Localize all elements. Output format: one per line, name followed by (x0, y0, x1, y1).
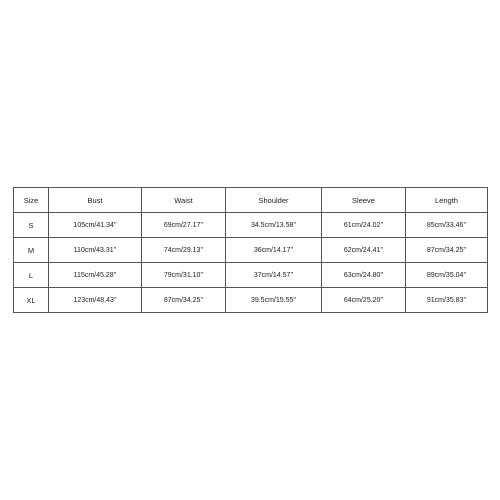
waist-cell: 79cm/31.10'' (142, 263, 226, 288)
shoulder-cell: 34.5cm/13.58'' (226, 213, 322, 238)
bust-cell: 123cm/48.43'' (49, 288, 142, 313)
size-cell: L (14, 263, 49, 288)
size-cell: S (14, 213, 49, 238)
header-length: Length (406, 188, 488, 213)
length-cell: 91cm/35.83'' (406, 288, 488, 313)
waist-cell: 74cm/29.13'' (142, 238, 226, 263)
table-row (14, 263, 488, 288)
table-row (14, 288, 488, 313)
header-waist: Waist (142, 188, 226, 213)
bust-cell: 110cm/43.31'' (49, 238, 142, 263)
shoulder-cell: 36cm/14.17'' (226, 238, 322, 263)
length-cell: 87cm/34.25'' (406, 238, 488, 263)
waist-cell: 87cm/34.25'' (142, 288, 226, 313)
table-header-row (14, 188, 488, 213)
sleeve-cell: 63cm/24.80'' (322, 263, 406, 288)
length-cell: 85cm/33.46'' (406, 213, 488, 238)
header-bust: Bust (49, 188, 142, 213)
shoulder-cell: 37cm/14.57'' (226, 263, 322, 288)
header-sleeve: Sleeve (322, 188, 406, 213)
bust-cell: 115cm/45.28'' (49, 263, 142, 288)
bust-cell: 105cm/41.34'' (49, 213, 142, 238)
size-cell: XL (14, 288, 49, 313)
size-chart-table (13, 187, 488, 313)
shoulder-cell: 39.5cm/15.55'' (226, 288, 322, 313)
header-shoulder: Shoulder (226, 188, 322, 213)
sleeve-cell: 62cm/24.41'' (322, 238, 406, 263)
sleeve-cell: 64cm/25.20'' (322, 288, 406, 313)
sleeve-cell: 61cm/24.02'' (322, 213, 406, 238)
length-cell: 89cm/35.04'' (406, 263, 488, 288)
size-cell: M (14, 238, 49, 263)
header-size: Size (14, 188, 49, 213)
waist-cell: 69cm/27.17'' (142, 213, 226, 238)
table-row (14, 213, 488, 238)
table-row (14, 238, 488, 263)
